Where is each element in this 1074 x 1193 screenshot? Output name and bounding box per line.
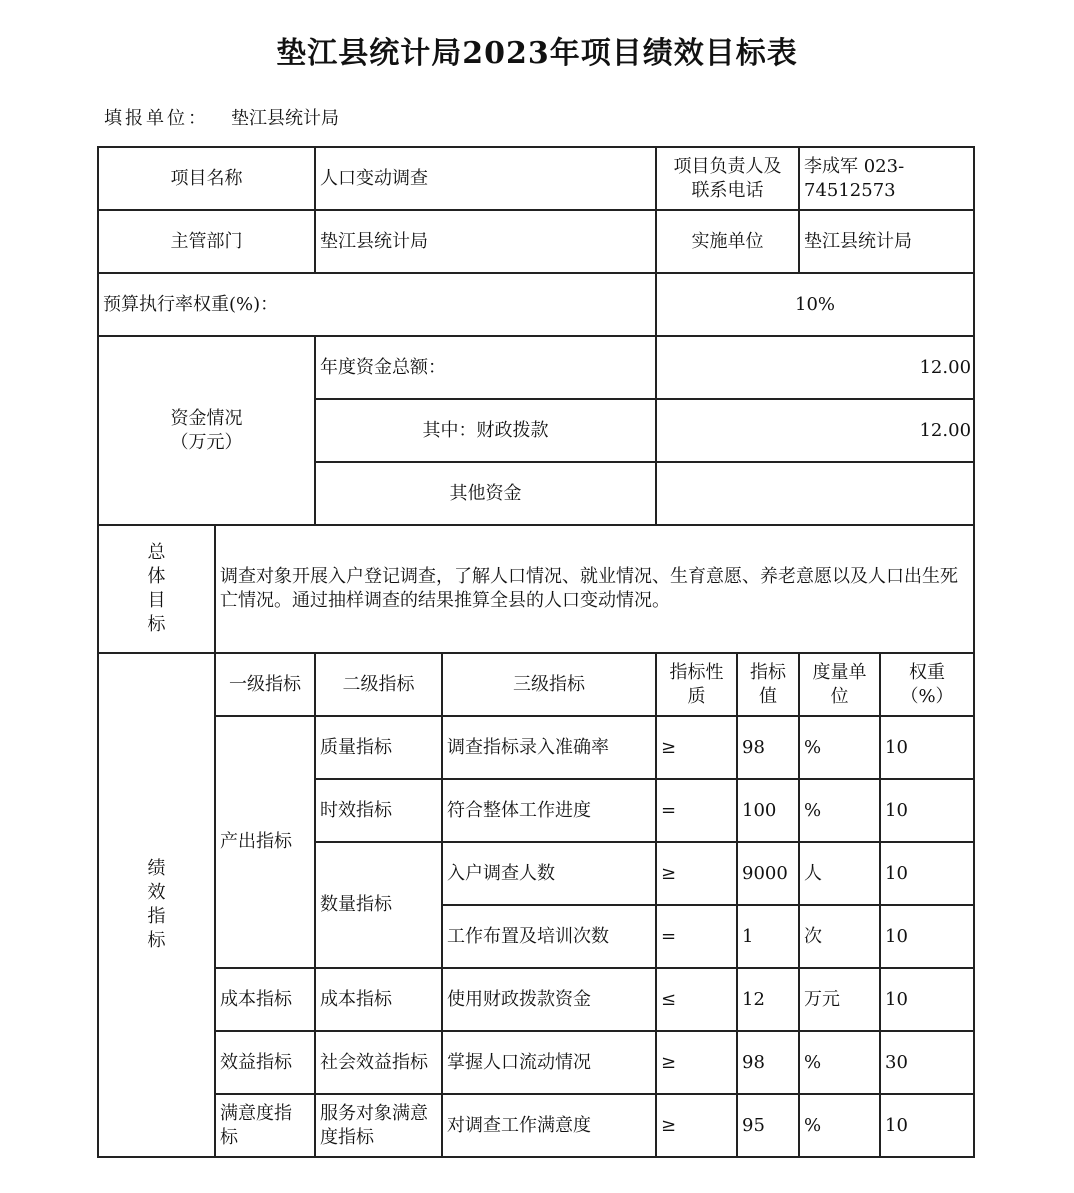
row-unit: % bbox=[799, 779, 880, 842]
row-l2-line1: 服务对象满意 bbox=[320, 1102, 428, 1124]
row-l1-line1: 满意度指 bbox=[220, 1102, 292, 1124]
header-value-line2: 值 bbox=[759, 685, 777, 707]
row-value: 98 bbox=[737, 716, 799, 779]
row-l3: 工作布置及培训次数 bbox=[442, 905, 656, 968]
page-title: 垫江县统计局2023年项目绩效目标表 bbox=[276, 36, 798, 71]
row-l3: 调查指标录入准确率 bbox=[442, 716, 656, 779]
header-unit-line2: 位 bbox=[830, 685, 849, 707]
header-nature-line2: 质 bbox=[687, 685, 706, 707]
header-value bbox=[737, 653, 799, 716]
header-level2: 二级指标 bbox=[315, 653, 442, 716]
annual-total-label: 年度资金总额： bbox=[315, 336, 656, 399]
output-indicator-label: 产出指标 bbox=[215, 716, 315, 968]
contact-value-line1: 李成军 023- bbox=[804, 155, 905, 177]
header-unit bbox=[799, 653, 880, 716]
fiscal-label: 其中：财政拨款 bbox=[315, 399, 656, 462]
row-nature: ≥ bbox=[656, 1031, 737, 1094]
row-l3: 掌握人口流动情况 bbox=[442, 1031, 656, 1094]
row-weight: 10 bbox=[880, 716, 974, 779]
contact-label-line2: 联系电话 bbox=[691, 179, 764, 201]
contact-value bbox=[799, 147, 974, 210]
fiscal-value: 12.00 bbox=[656, 399, 974, 462]
row-l3: 使用财政拨款资金 bbox=[442, 968, 656, 1031]
other-funds-label: 其他资金 bbox=[315, 462, 656, 525]
row-unit: 人 bbox=[799, 842, 880, 905]
row-l2: 质量指标 bbox=[315, 716, 442, 779]
perf-char-4: 标 bbox=[147, 930, 166, 951]
contact-value-line2: 74512573 bbox=[804, 179, 896, 201]
project-name-value: 人口变动调查 bbox=[315, 147, 656, 210]
perf-char-2: 效 bbox=[147, 882, 166, 903]
table-row bbox=[98, 716, 974, 779]
goal-char-2: 体 bbox=[147, 566, 166, 587]
budget-rate-label: 预算执行率权重(%)： bbox=[98, 273, 656, 336]
row-value: 100 bbox=[737, 779, 799, 842]
row-l3: 对调查工作满意度 bbox=[442, 1094, 656, 1157]
quantity-indicator-label: 数量指标 bbox=[315, 842, 442, 968]
row-weight: 10 bbox=[880, 905, 974, 968]
row-nature: = bbox=[656, 779, 737, 842]
row-l1 bbox=[215, 1094, 315, 1157]
annual-total-value: 12.00 bbox=[656, 336, 974, 399]
row-unit: % bbox=[799, 1094, 880, 1157]
perf-char-1: 绩 bbox=[147, 858, 166, 879]
funds-label-line1: 资金情况 bbox=[170, 407, 243, 429]
funds-label bbox=[98, 336, 315, 525]
row-nature: ≥ bbox=[656, 1094, 737, 1157]
row-unit: 次 bbox=[799, 905, 880, 968]
header-weight-line2: （%） bbox=[900, 685, 954, 707]
impl-value: 垫江县统计局 bbox=[799, 210, 974, 273]
contact-label-line1: 项目负责人及 bbox=[673, 155, 782, 177]
header-weight bbox=[880, 653, 974, 716]
row-weight: 10 bbox=[880, 1094, 974, 1157]
dept-value: 垫江县统计局 bbox=[315, 210, 656, 273]
row-l2: 时效指标 bbox=[315, 779, 442, 842]
table-row bbox=[98, 1094, 974, 1157]
impl-label: 实施单位 bbox=[656, 210, 799, 273]
perf-indicators-label bbox=[98, 653, 215, 1157]
header-weight-line1: 权重 bbox=[909, 661, 945, 683]
row-value: 9000 bbox=[737, 842, 799, 905]
filler-unit bbox=[104, 104, 339, 130]
row-weight: 10 bbox=[880, 842, 974, 905]
row-weight: 10 bbox=[880, 779, 974, 842]
row-l2-line2: 度指标 bbox=[320, 1126, 374, 1148]
filler-unit-value: 垫江县统计局 bbox=[231, 108, 339, 129]
row-value: 12 bbox=[737, 968, 799, 1031]
filler-unit-label: 填报单位： bbox=[104, 108, 209, 129]
row-value: 98 bbox=[737, 1031, 799, 1094]
perf-char-3: 指 bbox=[147, 906, 166, 927]
row-l2 bbox=[315, 1094, 442, 1157]
row-unit: 万元 bbox=[799, 968, 880, 1031]
dept-label: 主管部门 bbox=[98, 210, 315, 273]
table-row bbox=[98, 1031, 974, 1094]
goal-char-3: 目 bbox=[147, 590, 166, 611]
row-nature: = bbox=[656, 905, 737, 968]
table-row bbox=[98, 968, 974, 1031]
budget-rate-value: 10% bbox=[656, 273, 974, 336]
funds-label-line2: （万元） bbox=[170, 431, 243, 453]
row-unit: % bbox=[799, 716, 880, 779]
header-level3: 三级指标 bbox=[442, 653, 656, 716]
contact-label bbox=[656, 147, 799, 210]
goal-char-4: 标 bbox=[147, 614, 166, 635]
other-funds-value bbox=[656, 462, 974, 525]
row-l2: 社会效益指标 bbox=[315, 1031, 442, 1094]
overall-goal-label bbox=[98, 525, 215, 653]
header-level1: 一级指标 bbox=[215, 653, 315, 716]
row-weight: 30 bbox=[880, 1031, 974, 1094]
row-nature: ≥ bbox=[656, 842, 737, 905]
row-l1-line2: 标 bbox=[220, 1126, 238, 1148]
goal-char-1: 总 bbox=[147, 542, 166, 563]
row-value: 1 bbox=[737, 905, 799, 968]
row-l3: 入户调查人数 bbox=[442, 842, 656, 905]
row-nature: ≥ bbox=[656, 716, 737, 779]
header-unit-line1: 度量单 bbox=[812, 661, 867, 683]
row-value: 95 bbox=[737, 1094, 799, 1157]
row-l3: 符合整体工作进度 bbox=[442, 779, 656, 842]
header-nature-line1: 指标性 bbox=[669, 661, 724, 683]
row-weight: 10 bbox=[880, 968, 974, 1031]
overall-goal-text: 调查对象开展入户登记调查，了解人口情况、就业情况、生育意愿、养老意愿以及人口出生死亡情况。通过抽样调查的结果推算全县的人口变动情况。 bbox=[215, 525, 974, 653]
performance-table bbox=[97, 146, 975, 1158]
row-l2: 成本指标 bbox=[315, 968, 442, 1031]
project-name-label: 项目名称 bbox=[98, 147, 315, 210]
row-l1: 成本指标 bbox=[215, 968, 315, 1031]
row-unit: % bbox=[799, 1031, 880, 1094]
header-nature bbox=[656, 653, 737, 716]
row-nature: ≤ bbox=[656, 968, 737, 1031]
row-l1: 效益指标 bbox=[215, 1031, 315, 1094]
header-value-line1: 指标 bbox=[750, 661, 786, 683]
